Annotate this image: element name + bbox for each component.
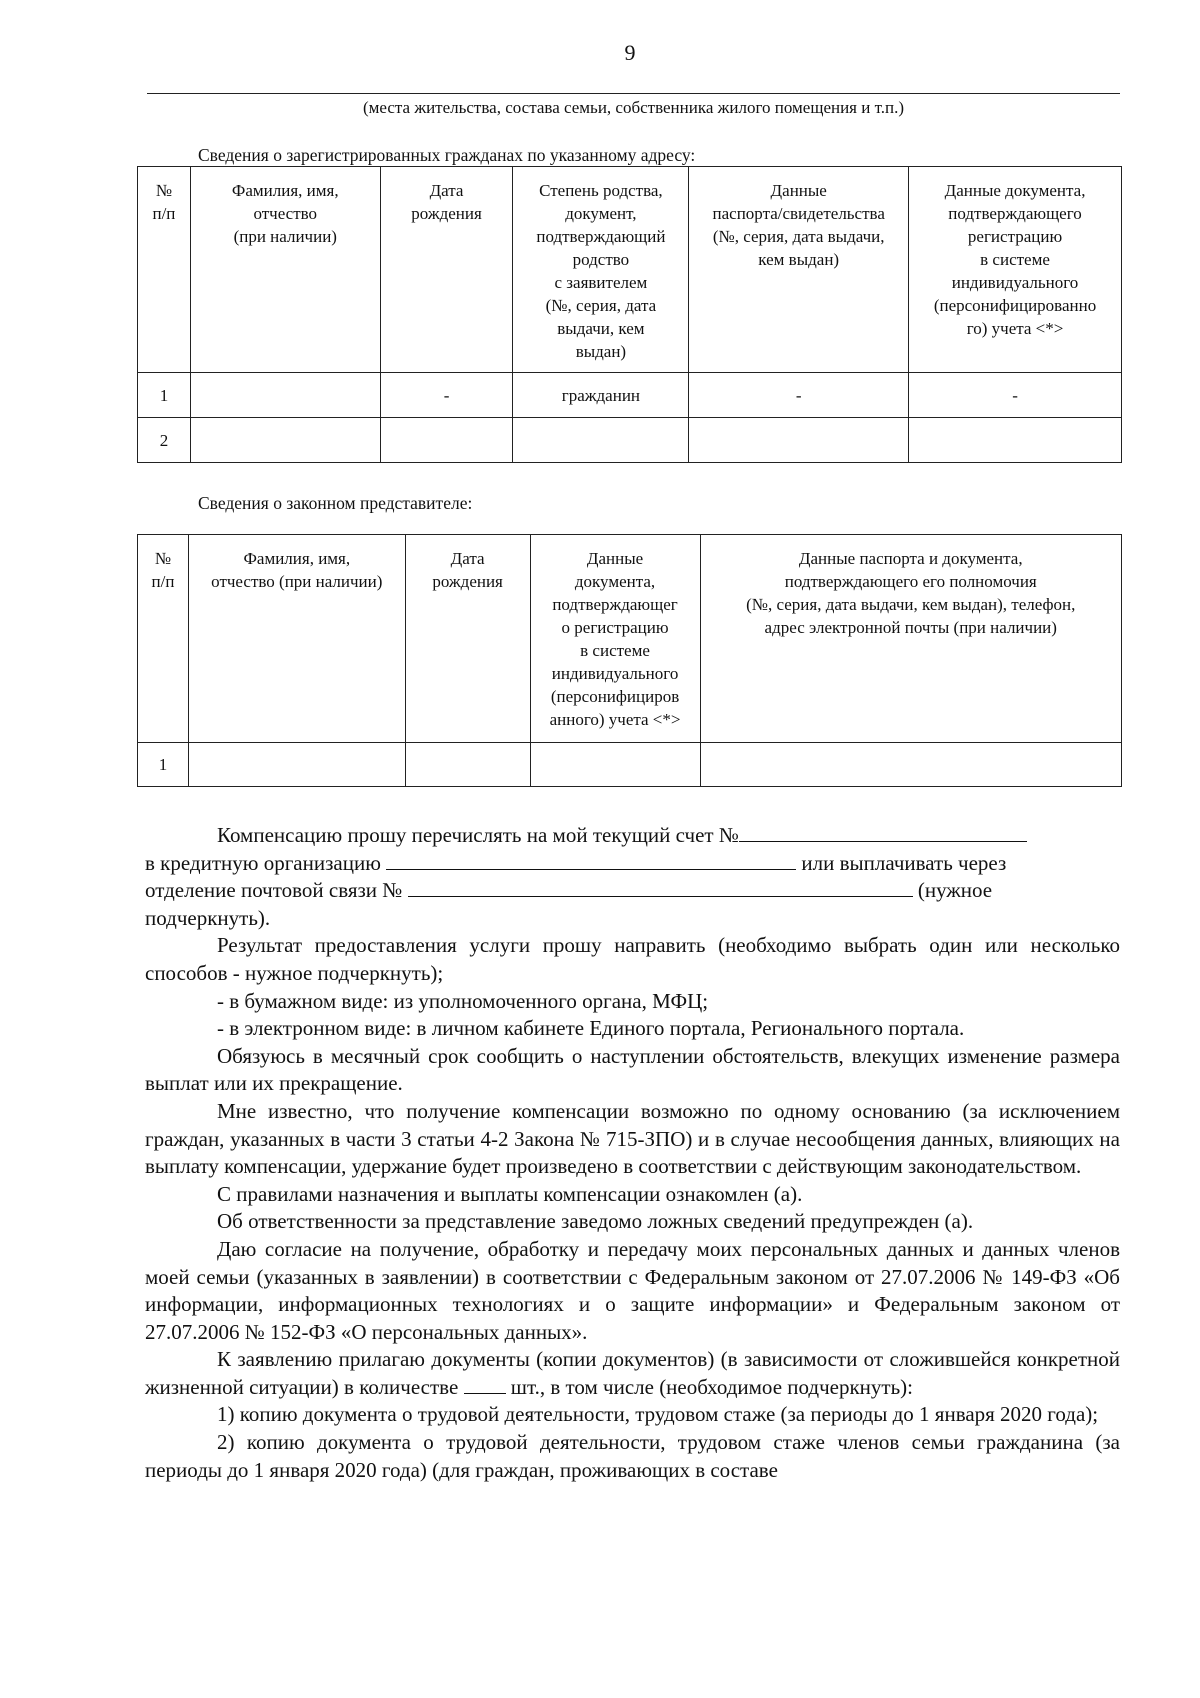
legal-representative-table [137,534,1122,787]
account-number-field[interactable] [739,823,1027,842]
bank-text: в кредитную организацию [145,850,381,875]
post-office-number-field[interactable] [408,878,913,897]
registration-doc-cell[interactable]: - [909,373,1122,418]
attachments-count-field[interactable] [464,1375,506,1394]
row-number: 1 [138,373,191,418]
table-header-row [138,167,1122,373]
account-paragraph [145,822,1120,850]
application-body [145,822,1120,1484]
rules-acknowledgement: С правилами назначения и выплаты компенсации ознакомлен (а). [217,1181,803,1206]
relation-cell[interactable] [513,418,689,463]
birthdate-cell[interactable] [405,743,530,787]
relation-cell[interactable]: гражданин [513,373,689,418]
needed-text: (нужное [917,878,993,903]
page-number: 9 [624,40,636,65]
birthdate-cell[interactable] [380,418,513,463]
attachments-text: К заявлению прилагаю документы (копии документов) (в зависимости от сложившейся конкретной жизненной ситуации) в количестве [145,1347,1120,1399]
passport-authority-cell[interactable] [700,743,1122,787]
registered-citizens-table [137,166,1122,463]
header-cell: № п/п [138,167,191,373]
account-text: Компенсацию прошу перечислять на мой текущий счет № [217,823,739,847]
header-cell: Данные документа, подтверждающего регистрацию в системе индивидуального (персонифицированно го) учета <*> [909,167,1122,373]
liability-warning: Об ответственности за представление заведомо ложных сведений предупрежден (а). [217,1209,974,1234]
table-row [138,373,1122,418]
passport-cell[interactable]: - [689,373,909,418]
table-row [138,743,1122,787]
fio-cell[interactable] [190,418,380,463]
result-delivery-paragraph: Результат предоставления услуги прошу направить (необходимо выбрать один или несколько способов - нужное подчеркнуть); [145,933,1120,985]
underline-note: подчеркнуть). [145,905,271,930]
header-cell: № п/п [138,535,189,743]
top-rule [147,93,1120,94]
caption: (места жительства, состава семьи, собственника жилого помещения и т.п.) [362,98,905,117]
fio-cell[interactable] [190,373,380,418]
section2-label: Сведения о законном представителе: [198,493,473,513]
bank-name-field[interactable] [386,851,796,870]
section1-label: Сведения о зарегистрированных гражданах по указанному адресу: [198,145,696,165]
attachment-item-2[interactable]: 2) копию документа о трудовой деятельности, трудовом стаже членов семьи гражданина (за периоды до 1 января 2020 года) (для граждан, проживающих в составе [145,1430,1120,1482]
attachments-text-end: шт., в том числе (необходимое подчеркнуть): [510,1374,913,1399]
registration-doc-cell[interactable] [909,418,1122,463]
consent-paragraph: Даю согласие на получение, обработку и передачу моих персональных данных и данных членов моей семьи (указанных в заявлении) в соответствии с Федеральным законом от 27.07.2006 № 149-ФЗ «Об информации, информационных технологиях и о защите информации» и Федеральным законом от 27.07.2006 № 152-ФЗ «О персональных данных». [145,1236,1120,1344]
header-cell: Данные паспорта/свидетельства (№, серия, дата выдачи, кем выдан) [689,167,909,373]
birthdate-cell[interactable]: - [380,373,513,418]
paper-option[interactable]: - в бумажном виде: из уполномоченного органа, МФЦ; [217,988,709,1013]
header-cell: Данные документа, подтверждающег о регистрацию в системе индивидуального (персонифициров анного) учета <*> [530,535,700,743]
bank-line [145,850,1120,878]
header-cell: Данные паспорта и документа, подтверждающего его полномочия (№, серия, дата выдачи, кем выдан), телефон, адрес электронной почты (при наличии) [700,535,1122,743]
attachment-item-1[interactable]: 1) копию документа о трудовой деятельности, трудовом стаже (за периоды до 1 января 2020 года); [217,1402,1099,1427]
row-number: 2 [138,418,191,463]
awareness-paragraph: Мне известно, что получение компенсации возможно по одному основанию (за исключением граждан, указанных в части 3 статьи 4-2 Закона № 715-ЗПО) и в случае несообщения данных, влияющих на выплату компенсации, удержание будет произведено в соответствии с действующим законодательством. [145,1098,1120,1179]
header-cell: Степень родства, документ, подтверждающий родство с заявителем (№, серия, дата выдачи, кем выдан) [513,167,689,373]
obligation-paragraph: Обязуюсь в месячный срок сообщить о наступлении обстоятельств, влекущих изменение размера выплат или их прекращение. [145,1043,1120,1096]
post-office-text: отделение почтовой связи № [145,878,403,903]
table-header-row [138,535,1122,743]
header-cell: Фамилия, имя, отчество (при наличии) [188,535,405,743]
header-cell: Фамилия, имя, отчество (при наличии) [190,167,380,373]
electronic-option[interactable]: - в электронном виде: в личном кабинете Единого портала, Регионального портала. [217,1016,965,1041]
post-alt-text: или выплачивать через [801,850,1007,875]
header-cell: Дата рождения [380,167,513,373]
passport-cell[interactable] [689,418,909,463]
registration-doc-cell[interactable] [530,743,700,787]
fio-cell[interactable] [188,743,405,787]
header-cell: Дата рождения [405,535,530,743]
post-office-line [145,877,1120,905]
row-number: 1 [138,743,189,787]
attachments-paragraph [145,1346,1120,1401]
table-row [138,418,1122,463]
